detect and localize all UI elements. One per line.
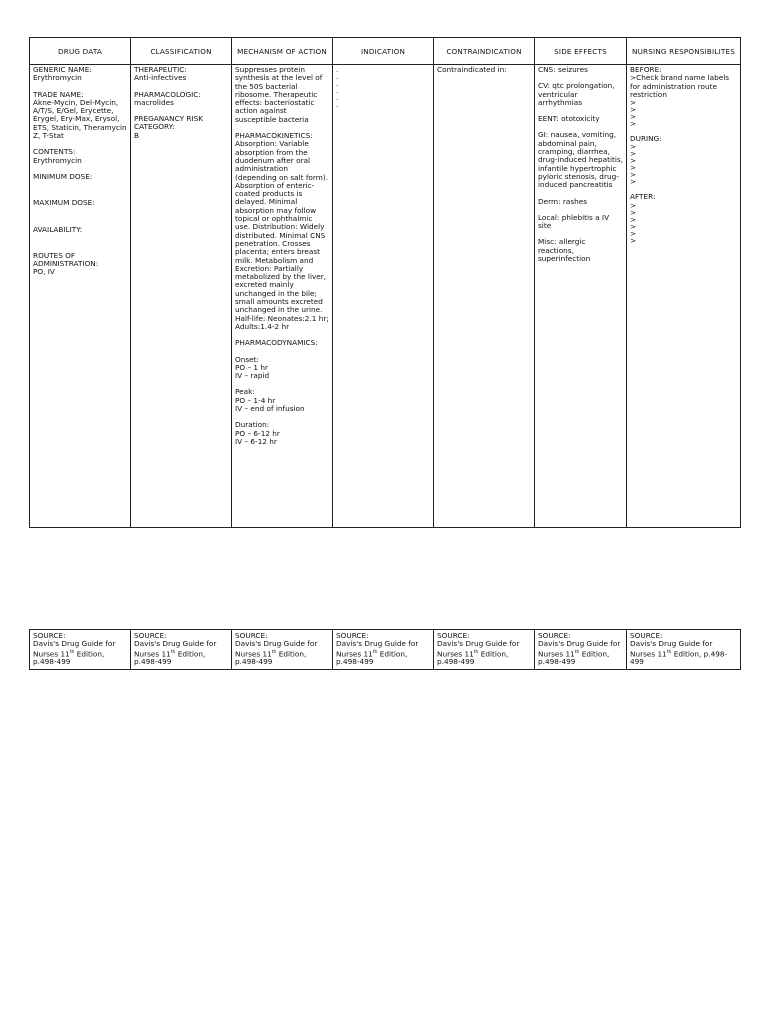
peak-iv: IV – end of infusion	[235, 403, 305, 413]
indication-bullet: .	[336, 65, 339, 74]
after-marker: >	[630, 235, 637, 245]
source-tail: Edition, p.498-499	[33, 649, 105, 667]
source-cell	[535, 630, 627, 670]
header-drug-data: DRUG DATA	[30, 38, 131, 65]
source-label: SOURCE:	[437, 631, 470, 640]
source-text: Davis's Drug Guide for Nurses 11	[538, 639, 621, 659]
minimum-dose-label: MINIMUM DOSE:	[33, 171, 93, 181]
peak-po: PO – 1-4 hr	[235, 395, 276, 405]
source-tail: Edition, p.498-499	[134, 649, 206, 667]
header-contraindication: CONTRAINDICATION	[434, 38, 535, 65]
nursing-cell	[627, 65, 741, 528]
trade-name-value: Akne-Mycin, Del-Mycin, A/T/S, E/Gel, Erycette, Erygel, Ery-Max, Erysol, ETS, Staticin, Theramycin Z, T-Stat	[33, 97, 127, 141]
after-marker: >	[630, 207, 637, 217]
side-effect-cns: CNS: seizures	[538, 65, 588, 74]
header-side-effects: SIDE EFFECTS	[535, 38, 627, 65]
source-tail: Edition, p.498-499	[630, 649, 728, 667]
header-indication: INDICATION	[333, 38, 434, 65]
maximum-dose-label: MAXIMUM DOSE:	[33, 198, 95, 208]
source-label: SOURCE:	[336, 631, 369, 640]
source-tail: Edition, p.498-499	[336, 649, 408, 667]
duration-po: PO – 6-12 hr	[235, 428, 280, 438]
source-text: Davis's Drug Guide for Nurses 11	[235, 639, 318, 659]
during-marker: >	[630, 177, 637, 187]
source-sup: th	[170, 649, 176, 655]
source-label: SOURCE:	[134, 631, 167, 640]
duration-iv: IV – 6-12 hr	[235, 436, 277, 446]
source-cell	[333, 630, 434, 670]
source-tail: Edition, p.498-499	[235, 649, 307, 667]
source-text: Davis's Drug Guide for Nurses 11	[630, 639, 713, 659]
before-marker: >	[630, 112, 637, 122]
after-marker: >	[630, 221, 637, 231]
pharmacologic-value: macrolides	[134, 97, 174, 107]
onset-label: Onset:	[235, 354, 259, 364]
duration-label: Duration:	[235, 420, 270, 430]
source-sup: th	[271, 649, 277, 655]
routes-label: ROUTES OF ADMINISTRATION:	[33, 250, 99, 269]
source-label: SOURCE:	[33, 631, 66, 640]
during-marker: >	[630, 170, 637, 180]
generic-name-label: GENERIC NAME:	[33, 65, 92, 74]
indication-cell	[333, 65, 434, 528]
source-text: Davis's Drug Guide for Nurses 11	[336, 639, 419, 659]
during-marker: >	[630, 149, 637, 159]
source-label: SOURCE:	[630, 631, 663, 640]
pharmacodynamics-label: PHARMACODYNAMICS:	[235, 338, 318, 348]
source-cell	[131, 630, 232, 670]
mechanism-cell	[232, 65, 333, 528]
source-label: SOURCE:	[538, 631, 571, 640]
header-nursing: NURSING RESPONSIBILITES	[627, 38, 741, 65]
source-text: Davis's Drug Guide for Nurses 11	[437, 639, 520, 659]
contraindication-text: Contraindicated in:	[437, 65, 507, 74]
onset-iv: IV – rapid	[235, 371, 270, 381]
side-effect-cv: CV: qtc prolongation, ventricular arrhythmias	[538, 81, 615, 107]
source-sup: th	[69, 649, 75, 655]
pregnancy-label: PREGANANCY RISK CATEGORY:	[134, 114, 204, 132]
therapeutic-value: Anti-infectives	[134, 73, 187, 83]
after-marker: >	[630, 200, 637, 210]
during-marker: >	[630, 156, 637, 166]
header-classification: CLASSIFICATION	[131, 38, 232, 65]
mechanism-text: Suppresses protein synthesis at the level of the 50S bacterial ribosome. Therapeutic effects: bacteriostatic action against susceptible bacteria	[235, 65, 323, 124]
during-marker: >	[630, 163, 637, 173]
source-sup: th	[574, 649, 580, 655]
side-effect-local: Local: phlebitis a IV site	[538, 212, 610, 231]
source-sup: th	[372, 649, 378, 655]
contents-label: CONTENTS:	[33, 147, 76, 157]
source-cell	[627, 630, 741, 670]
source-label: SOURCE:	[235, 631, 268, 640]
header-row	[30, 38, 741, 65]
therapeutic-label: THERAPEUTIC:	[134, 65, 187, 74]
drug-data-cell	[30, 65, 131, 528]
during-marker: >	[630, 142, 637, 152]
before-marker: >	[630, 105, 637, 115]
onset-po: PO – 1 hr	[235, 362, 269, 372]
side-effects-cell	[535, 65, 627, 528]
before-label: BEFORE:	[630, 65, 662, 74]
side-effect-eent: EENT: ototoxicity	[538, 114, 600, 124]
pregnancy-value: B	[134, 130, 140, 140]
after-marker: >	[630, 228, 637, 238]
indication-bullet: .	[336, 86, 339, 95]
pharmacokinetics-label: PHARMACOKINETICS:	[235, 131, 313, 141]
indication-bullet: .	[336, 93, 339, 102]
source-text: Davis's Drug Guide for Nurses 11	[134, 639, 217, 659]
classification-cell	[131, 65, 232, 528]
pharmacokinetics-text: Absorption: Variable absorption from the duodenum after oral administration (depending on salt form). Absorption of enteric-coated products is delayed. Minimal absorption may follow topical or ophthalmic use. Distribution: Widely distributed. Minimal CNS penetration. Crosses placenta; enters breast milk. Metabolism and Excretion: Partially metabolized by the liver, excreted mainly unchanged in the bile; small amounts excreted unchanged in the urine.	[235, 139, 329, 315]
source-row	[30, 630, 741, 670]
side-effect-gi: GI: nausea, vomiting, abdominal pain, cramping, diarrhea, drug-induced hepatitis, infantile hypertrophic pyloric stenosis, drug-induced pancreatitis	[538, 130, 623, 190]
indication-bullet: .	[336, 79, 339, 88]
content-row	[30, 65, 741, 528]
generic-name-value: Erythromycin	[33, 73, 82, 83]
indication-bullet: .	[336, 72, 339, 81]
after-label: AFTER:	[630, 192, 656, 202]
before-marker: >	[630, 119, 637, 129]
source-cell	[30, 630, 131, 670]
availability-label: AVAILABILITY:	[33, 224, 83, 234]
source-table	[29, 629, 741, 670]
side-effect-derm: Derm: rashes	[538, 196, 588, 206]
routes-value: PO, IV	[33, 267, 55, 277]
source-sup: th	[666, 649, 672, 655]
before-marker: >	[630, 98, 637, 108]
trade-name-label: TRADE NAME:	[33, 89, 84, 99]
peak-label: Peak:	[235, 387, 255, 397]
contents-value: Erythromycin	[33, 155, 82, 165]
after-marker: >	[630, 214, 637, 224]
pharmacologic-label: PHARMACOLOGIC:	[134, 89, 201, 99]
header-mechanism: MECHANISM OF ACTION	[232, 38, 333, 65]
indication-bullet: .	[336, 100, 339, 109]
contraindication-cell	[434, 65, 535, 528]
side-effect-misc: Misc: allergic reactions, superinfection	[538, 237, 591, 264]
source-tail: Edition, p.498-499	[538, 649, 610, 667]
half-life-text: Half-life: Neonates:2.1 hr; Adults:1.4-2 hr	[235, 313, 329, 331]
source-text: Davis's Drug Guide for Nurses 11	[33, 639, 116, 659]
source-cell	[232, 630, 333, 670]
source-tail: Edition, p.498-499	[437, 649, 509, 667]
source-cell	[434, 630, 535, 670]
source-sup: th	[473, 649, 479, 655]
during-label: DURING:	[630, 134, 662, 144]
drug-study-table	[29, 37, 741, 528]
before-first-item: >Check brand name labels for administration route restriction	[630, 73, 730, 99]
